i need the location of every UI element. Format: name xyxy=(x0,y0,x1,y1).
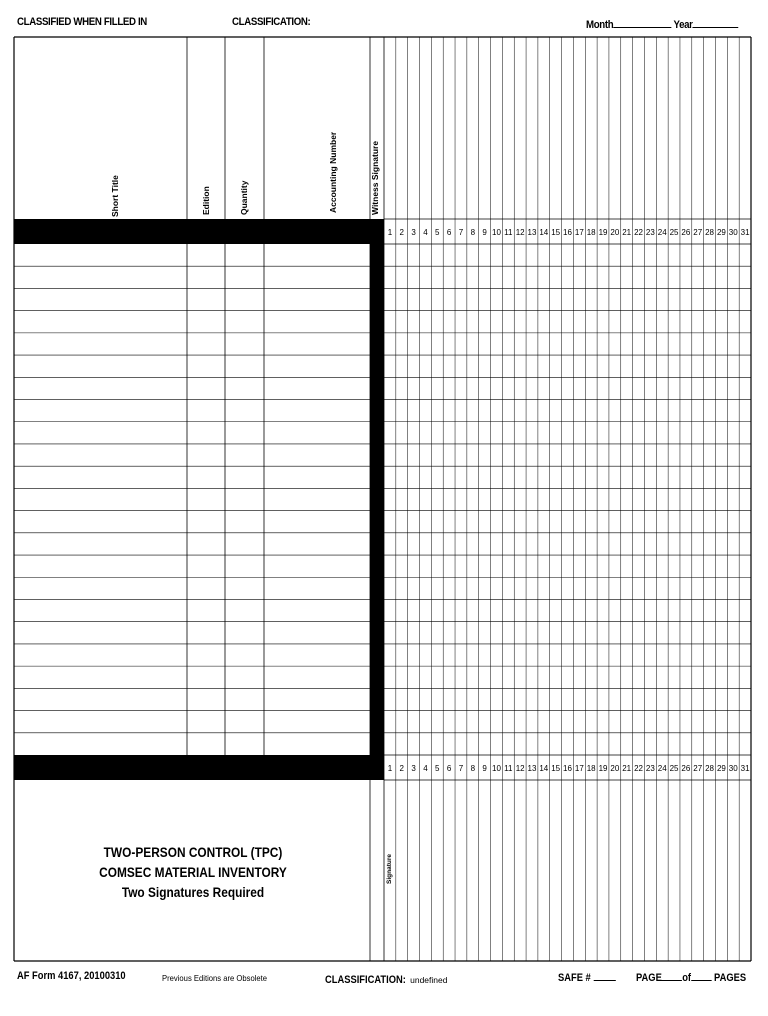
day-number-label: 5 xyxy=(435,228,440,237)
day-number-label: 7 xyxy=(458,228,464,237)
day-number-label: 6 xyxy=(446,764,452,773)
day-number-label: 30 xyxy=(728,764,738,773)
day-number-label: 23 xyxy=(645,764,655,773)
day-number-label: 13 xyxy=(527,764,537,773)
day-labels-top xyxy=(388,228,750,237)
day-number-label: 25 xyxy=(669,764,679,773)
day-number-label: 15 xyxy=(551,228,561,237)
day-number-label: 19 xyxy=(598,228,608,237)
day-number-label: 31 xyxy=(740,228,750,237)
day-number-label: 9 xyxy=(482,228,487,237)
classified-when-filled-label: CLASSIFIED WHEN FILLED IN xyxy=(17,16,147,28)
page-field[interactable] xyxy=(662,970,682,981)
day-number-label: 20 xyxy=(610,228,620,237)
safe-label: SAFE # xyxy=(558,972,591,984)
day-number-label: 3 xyxy=(411,228,416,237)
day-number-label: 29 xyxy=(716,228,726,237)
top-black-bar xyxy=(14,219,384,244)
day-number-label: 16 xyxy=(563,764,572,773)
footer-classification-value: undefined xyxy=(410,975,448,985)
day-number-label: 10 xyxy=(492,228,501,237)
day-number-label: 14 xyxy=(539,764,549,773)
short-title-header: Short Title xyxy=(110,175,120,217)
tpc-requirement: Two Signatures Required xyxy=(121,885,265,900)
day-number-label: 22 xyxy=(634,228,643,237)
bottom-black-bar xyxy=(14,755,384,780)
day-number-label: 22 xyxy=(634,764,643,773)
footer-classification xyxy=(325,970,447,988)
day-number-label: 29 xyxy=(716,764,726,773)
day-number-label: 7 xyxy=(458,764,464,773)
day-number-label: 24 xyxy=(657,228,667,237)
day-number-label: 12 xyxy=(515,228,525,237)
witness-signature-header: Witness Signature xyxy=(370,140,380,215)
day-number-label: 26 xyxy=(681,764,691,773)
day-number-label: 14 xyxy=(539,228,549,237)
accounting-number-header: Accounting Number xyxy=(328,131,338,213)
pages-label: PAGES xyxy=(714,972,747,984)
day-number-label: 4 xyxy=(423,764,428,773)
day-number-label: 2 xyxy=(399,764,404,773)
day-number-label: 8 xyxy=(470,764,476,773)
day-number-label: 3 xyxy=(411,764,416,773)
day-number-label: 19 xyxy=(598,764,608,773)
day-number-label: 21 xyxy=(622,764,632,773)
tpc-title: TWO-PERSON CONTROL (TPC) xyxy=(103,845,283,860)
edition-header: Edition xyxy=(201,186,211,215)
day-number-label: 26 xyxy=(681,228,691,237)
day-number-label: 23 xyxy=(645,228,655,237)
day-number-label: 9 xyxy=(482,764,487,773)
pages-total-field[interactable] xyxy=(691,970,711,981)
obsolete-note: Previous Editions are Obsolete xyxy=(162,973,268,983)
day-number-label: 28 xyxy=(705,228,715,237)
page-of-pages xyxy=(636,970,746,984)
safe-number xyxy=(558,970,615,984)
day-number-label: 13 xyxy=(527,228,537,237)
month-label: Month xyxy=(586,19,614,31)
signature-label: Signature xyxy=(386,854,393,884)
day-number-label: 27 xyxy=(693,228,703,237)
day-number-label: 28 xyxy=(705,764,715,773)
footer-classification-label: CLASSIFICATION: xyxy=(325,974,406,986)
day-number-label: 12 xyxy=(515,764,525,773)
day-number-label: 17 xyxy=(574,228,584,237)
day-number-label: 4 xyxy=(423,228,428,237)
day-number-label: 15 xyxy=(551,764,561,773)
day-number-label: 18 xyxy=(586,764,596,773)
page-label: PAGE xyxy=(636,972,662,984)
day-number-label: 24 xyxy=(657,764,667,773)
day-number-label: 8 xyxy=(470,228,476,237)
day-number-label: 11 xyxy=(504,228,513,237)
day-labels-bottom xyxy=(388,764,750,773)
day-number-label: 21 xyxy=(622,228,632,237)
day-number-label: 6 xyxy=(446,228,452,237)
day-number-label: 16 xyxy=(563,228,572,237)
day-number-label: 1 xyxy=(387,228,393,237)
day-number-label: 18 xyxy=(586,228,596,237)
day-number-label: 20 xyxy=(610,764,620,773)
day-number-label: 31 xyxy=(740,764,750,773)
day-number-label: 10 xyxy=(492,764,501,773)
day-number-label: 2 xyxy=(399,228,404,237)
day-number-label: 25 xyxy=(669,228,679,237)
side-black-bar xyxy=(370,244,384,755)
day-number-label: 5 xyxy=(435,764,440,773)
tpc-subtitle: COMSEC MATERIAL INVENTORY xyxy=(99,865,287,880)
day-number-label: 1 xyxy=(387,764,393,773)
safe-field[interactable] xyxy=(593,970,615,981)
quantity-header: Quantity xyxy=(239,180,249,215)
of-label: of xyxy=(682,972,692,984)
day-number-label: 27 xyxy=(693,764,703,773)
day-number-label: 11 xyxy=(504,764,513,773)
day-number-label: 30 xyxy=(728,228,738,237)
year-label: Year xyxy=(673,19,693,31)
header-classification-label: CLASSIFICATION: xyxy=(232,16,311,28)
day-number-label: 17 xyxy=(574,764,584,773)
black-bars xyxy=(14,219,384,780)
tpc-block xyxy=(14,843,372,903)
form-id: AF Form 4167, 20100310 xyxy=(17,970,126,982)
